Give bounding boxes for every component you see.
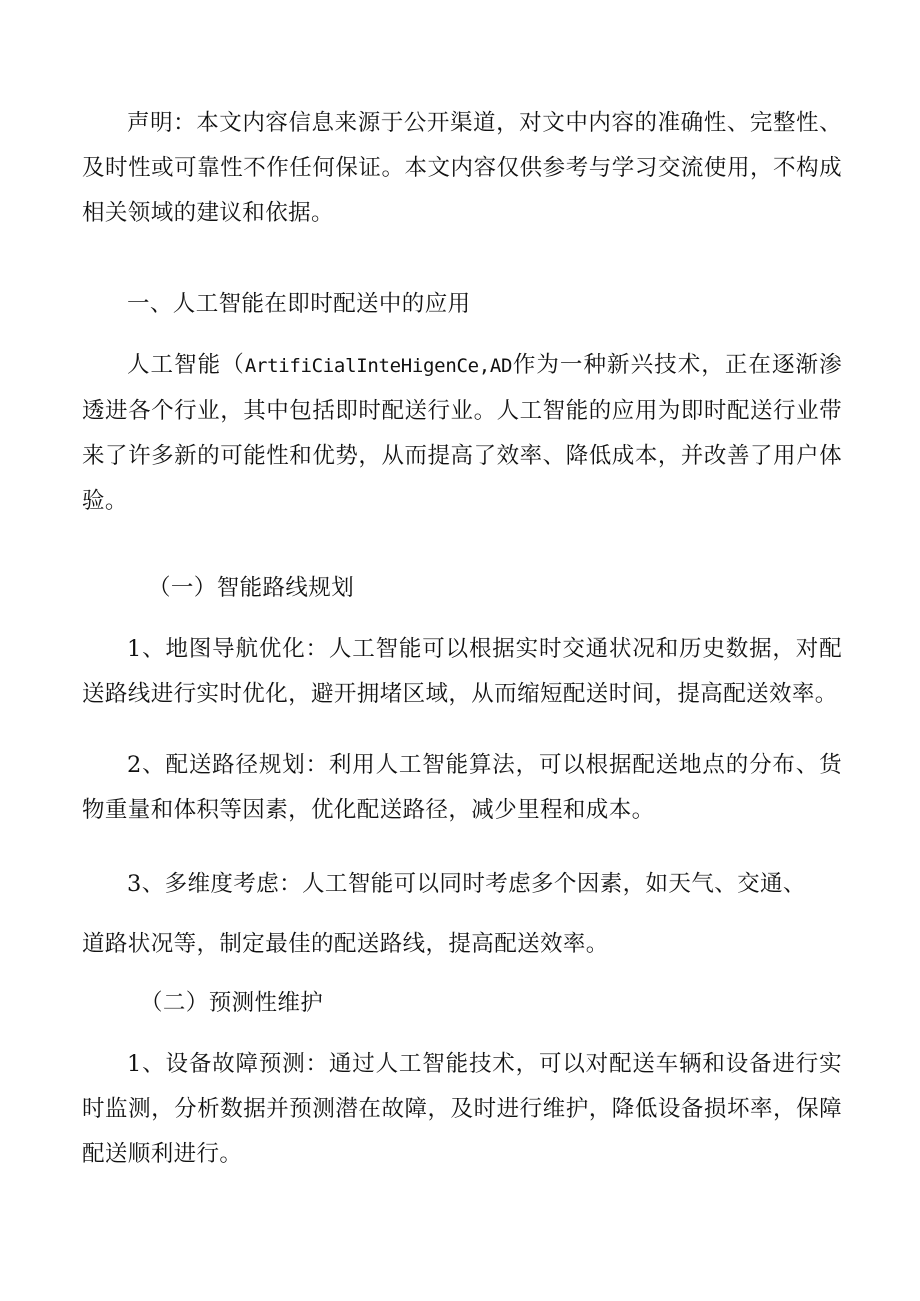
route-item-3-continued: 道路状况等，制定最佳的配送路线，提高配送效率。 <box>82 931 609 957</box>
section-1-heading: 一、人工智能在即时配送中的应用 <box>127 291 471 317</box>
ai-term: ArtifiCialInteHigenCe,AD <box>244 355 513 377</box>
maintenance-item-1: 1、设备故障预测：通过人工智能技术，可以对配送车辆和设备进行实时监测，分析数据并预测潜在故障，及时进行维护，降低设备损坏率，保障配送顺利进行。 <box>82 1051 842 1167</box>
route-item-1: 1、地图导航优化：人工智能可以根据实时交通状况和历史数据，对配送路线进行实时优化，避开拥堵区域，从而缩短配送时间，提高配送效率。 <box>82 636 842 707</box>
subsection-1-heading: （一）智能路线规划 <box>148 575 355 601</box>
intro-suffix: 作为一种新兴技术，正在逐渐渗透进各个行业，其中包括即时配送行业。人工智能的应用为即时配送行业带来了许多新的可能性和优势，从而提高了效率、降低成本，并改善了用户体验。 <box>82 352 842 514</box>
subsection-2-heading: （二）预测性维护 <box>140 990 324 1016</box>
route-item-3: 3、多维度考虑：人工智能可以同时考虑多个因素，如天气、交通、 <box>127 871 806 897</box>
intro-paragraph <box>82 343 842 524</box>
disclaimer-paragraph: 声明：本文内容信息来源于公开渠道，对文中内容的准确性、完整性、及时性或可靠性不作任何保证。本文内容仅供参考与学习交流使用，不构成相关领域的建议和依据。 <box>82 110 842 226</box>
route-item-2: 2、配送路径规划：利用人工智能算法，可以根据配送地点的分布、货物重量和体积等因素，优化配送路径，减少里程和成本。 <box>82 752 842 823</box>
intro-prefix: 人工智能（ <box>127 352 245 378</box>
